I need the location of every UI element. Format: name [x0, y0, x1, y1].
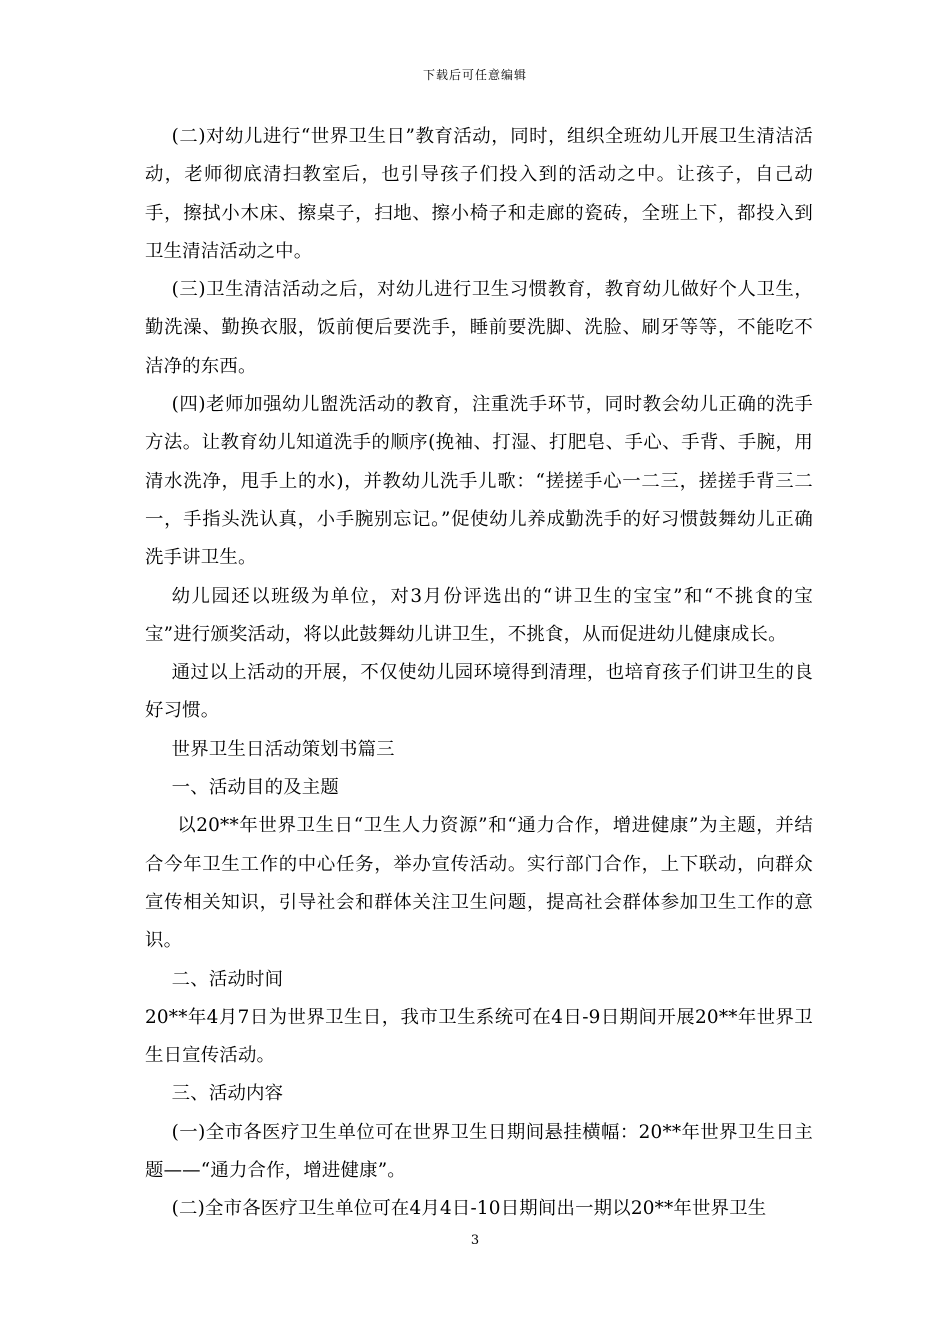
paragraph-activity-time: 20**年4月7日为世界卫生日，我市卫生系统可在4日-9日期间开展20**年世界卫生日宣传活动。 — [145, 1006, 813, 1067]
paragraph-summary: 通过以上活动的开展，不仅使幼儿园环境得到清理，也培育孩子们讲卫生的良好习惯。 — [145, 662, 813, 722]
page-header: 下载后可任意编辑 — [422, 68, 527, 82]
paragraph-content-two: (二)全市各医疗卫生单位可在4月4日-10日期间出一期以20**年世界卫生 — [171, 1198, 767, 1220]
page-number: 3 — [470, 1233, 480, 1248]
heading-activity-time: 二、活动时间 — [171, 968, 284, 990]
heading-activity-content: 三、活动内容 — [171, 1083, 284, 1105]
paragraph-purpose-theme: 以20**年世界卫生日“卫生人力资源”和“通力合作，增进健康”为主题，并结合今年卫生工作的中心任务，举办宣传活动。实行部门合作，上下联动，向群众宣传相关知识，引导社会和群体关注卫生问题，提高社会群体参加卫生工作的意识。 — [145, 815, 813, 952]
paragraph-award-activity: 幼儿园还以班级为单位，对3月份评选出的“讲卫生的宝宝”和“不挑食的宝宝”进行颁奖活动，将以此鼓舞幼儿讲卫生，不挑食，从而促进幼儿健康成长。 — [145, 585, 813, 645]
section-title-plan-three: 世界卫生日活动策划书篇三 — [171, 738, 395, 760]
document-body — [145, 118, 813, 1229]
heading-purpose-theme: 一、活动目的及主题 — [171, 777, 339, 799]
paragraph-activity-two: (二)对幼儿进行“世界卫生日”教育活动，同时，组织全班幼儿开展卫生清洁活动，老师彻底清扫教室后，也引导孩子们投入到的活动之中。让孩子，自己动手，擦拭小木床、擦桌子，扫地、擦小椅子和走廊的瓷砖，全班上下，都投入到卫生清洁活动之中。 — [145, 126, 813, 262]
paragraph-content-one: (一)全市各医疗卫生单位可在世界卫生日期间悬挂横幅：20**年世界卫生日主题——“通力合作，增进健康”。 — [145, 1121, 813, 1182]
paragraph-activity-four: (四)老师加强幼儿盥洗活动的教育，注重洗手环节，同时教会幼儿正确的洗手方法。让教育幼儿知道洗手的顺序(挽袖、打湿、打肥皂、手心、手背、手腕，用清水洗净，甩手上的水)，并教幼儿洗手儿歌：“搓搓手心一二三，搓搓手背三二一，手指头洗认真，小手腕别忘记。”促使幼儿养成勤洗手的好习惯鼓舞幼儿正确洗手讲卫生。 — [145, 394, 813, 569]
paragraph-activity-three: (三)卫生清洁活动之后，对幼儿进行卫生习惯教育，教育幼儿做好个人卫生，勤洗澡、勤换衣服，饭前便后要洗手，睡前要洗脚、洗脸、刷牙等等，不能吃不洁净的东西。 — [145, 279, 813, 377]
